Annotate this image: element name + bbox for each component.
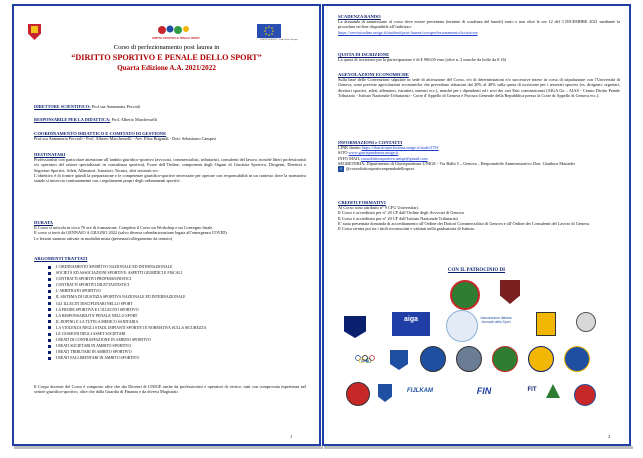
ordine-crest-icon <box>536 312 556 336</box>
list-item: I REATI FALLIMENTARI IN AMBITO SPORTIVO <box>48 355 298 361</box>
durata-heading: DURATA <box>34 220 53 225</box>
list-item: LA VIOLENZA NEGLI STADI, IMPIANTI SPORTIVI E NORMATIVA SULLA SICUREZZA <box>48 325 298 331</box>
quota-section <box>338 52 620 62</box>
crediti-heading: CREDITI FORMATIVI <box>338 200 386 205</box>
durata-text-hours: Il Corso si articola in circa 76 ore di formazione. Completa il Corso un Workshop e un Convegno finale. <box>34 225 214 231</box>
credito-item: Al Corso sono attribuiti n° 9 CFU Universitari. <box>338 205 419 211</box>
bullet-icon <box>48 333 51 336</box>
durata-text-period: Il corso si terrà da GENNAIO A GIUGNO 2022 (salvo diversa calendarizzazione legata all’emergenza COVID) <box>34 230 227 236</box>
bullet-icon <box>48 345 51 348</box>
credito-item: Il Corso rientra poi tra i titoli riconosciuti e valutati nella graduatoria di Istituto. <box>338 226 475 232</box>
list-item: LA RESPONSABILITA’ PENALE NELLO SPORT <box>48 313 298 319</box>
argomenti-heading: ARGOMENTI TRATTATI <box>34 256 88 261</box>
list-item: LE CESSIONI DEGLI ASSET SOCIETARI <box>48 331 298 337</box>
genoa-crest-logo <box>28 24 41 40</box>
list-item: IL SISTEMA DI GIUSTIZIA SPORTIVA NAZIONALE ED INTERNAZIONALE <box>48 294 298 300</box>
facebook-row[interactable] <box>338 166 620 172</box>
info-mail-row: INFO MAIL corsodirittosportivo.unige@gmail.com <box>338 155 428 161</box>
destinatari-text: Professionisti con particolare attenzione all’ambito giuridico-sportivo (avvocati, commercialisti, tributaristi, consulenti del lavoro, nonché liberi professionisti e/o operatori del settore specializzati in consulenza sportiva), Forze dell’Ordine, componenti degli Organi di Giustizia Sportiva, Dirigenti, Direttori e Segretari Sportivi, Atleti, Allenatori, Istruttori, Tecnici, altri tesserati ecc. <box>34 157 306 173</box>
scadenza-text: La domanda di ammissione al corso deve essere presentata (termine di scadenza del bando) entro e non oltre le ore 12 del 3 DICEMBRE 2021 mediante la procedura on-line disponibile all’indirizzo: <box>338 19 620 30</box>
coni-logo-text: CONI <box>360 359 370 363</box>
destinatari-objective-text: L’obiettivo è di fornire quindi la preparazione e le competenze giuridico-sportive necessarie per operare con responsabilità in un contesto dove la normativa statale si intreccia continuamente con i regolamenti propri degli ordinamenti sportivi. <box>34 172 306 184</box>
list-item: SOCIETÀ ED ASSOCIAZIONI SPORTIVE: ASPETTI GIURIDICI E FISCALI <box>48 270 298 276</box>
course-subtitle: Corso di perfezionamento post laurea in <box>113 44 220 51</box>
scadenza-section <box>338 14 620 35</box>
info-mail-link[interactable]: corsodirittosportivo.unige@gmail.com <box>361 155 428 161</box>
responsabile-value: Prof. Alberto Marchesselli <box>110 117 157 122</box>
facebook-icon: f <box>338 166 344 172</box>
fit-logo-text: FIT <box>527 387 537 393</box>
page-shadow <box>324 446 633 449</box>
eu-logo-text: UNIONE EUROPEA · Fondo Sociale Europeo <box>260 39 298 41</box>
bullet-icon <box>48 296 51 299</box>
federation-seal-icon <box>574 384 596 406</box>
coordinamento-section <box>34 131 306 141</box>
federation-seal-icon <box>456 346 482 372</box>
agevolazioni-text: Sulla base delle Convenzioni stipulate in sede di attivazione del Corso, e/o di determinazioni e/o successive intese in corso di stipulazione con l’Università di Genova, sono previste agevolazioni economiche che prevedono riduzioni dal 20% al 40% sulla quota di iscrizione per i tesserati sportivi (es. dirigenti, segretari, direttori sportivi, atleti, allenatori, istruttori, maestri ecc.), nonché per i dipendenti ed i soci dei vari Enti convenzionati (AIGA Ge – AIAS - Centro Diritto Penale Tributario - Istituto Nazionale Tributaristi - Corte d’Appello di Genova e Procura Generale della Repubblica presso la Corte di Appello di Genova ecc.). <box>338 77 620 98</box>
list-item: GLI ILLECITI DISCIPLINARI NELLO SPORT <box>48 301 298 307</box>
bullet-icon <box>48 326 51 329</box>
federation-crest-icon <box>390 350 408 370</box>
diritto-sportivo-logo <box>152 24 200 46</box>
patrocinio-heading: CON IL PATROCINIO DI <box>447 268 506 273</box>
bullet-icon <box>48 314 51 317</box>
responsabile-section <box>34 117 306 122</box>
coni-rings-icon <box>354 350 376 358</box>
course-edition: Quarta Edizione A.A. 2021/2022 <box>117 64 216 72</box>
document-page-1 <box>12 4 321 446</box>
bullet-icon <box>48 357 51 360</box>
course-title: “DIRITTO SPORTIVO E PENALE DELLO SPORT” <box>71 53 262 62</box>
segreteria-text: SEGRETERIA: Dipartimento di Giurisprudenza UNIGE - Via Balbi 5 – Genova – Responsabile Amministrativo Dott. Gianluca Mariadei <box>338 160 575 166</box>
bullet-icon <box>48 339 51 342</box>
list-item: CONTRATTI SPORTIVI DILETTANTISTICI <box>48 282 298 288</box>
list-item: IL DOPING E LA TUTELA MEDICO SANITARIA <box>48 319 298 325</box>
page-number: 2 <box>608 434 611 439</box>
direttore-value: Prof.ssa Annamaria Peccioli <box>90 104 141 109</box>
corpo-docente-section <box>34 384 306 394</box>
durata-section <box>34 220 306 241</box>
agevolazioni-heading: AGEVOLAZIONI ECONOMICHE <box>338 72 409 77</box>
bullet-icon <box>48 266 51 269</box>
diritto-sportivo-logo-text: DIRITTO SPORTIVO E PENALE SPORT <box>152 37 200 40</box>
list-item: CONTRATTI SPORTIVI PROFESSIONISTICI <box>48 276 298 282</box>
fin-logo-text: FIN <box>476 386 492 396</box>
repubblica-italiana-emblem-icon <box>450 280 480 310</box>
bullet-icon <box>48 290 51 293</box>
bullet-icon <box>48 351 51 354</box>
guardia-finanza-crest-icon <box>344 316 366 338</box>
aias-logo-icon <box>446 310 478 342</box>
federation-emblem-icon <box>546 384 560 398</box>
info-section <box>338 140 620 172</box>
list-item: LA FRODE SPORTIVA E L’ILLECITO SPORTIVO <box>48 307 298 313</box>
carabinieri-crest-icon <box>500 280 520 304</box>
list-item: I REATI DI CONTRAFFAZIONE IN AMBITO SPORTIVO <box>48 337 298 343</box>
link-diretto[interactable]: https://sbarticoperfeziona.unige.it/node/2791 <box>361 145 439 151</box>
bullet-icon <box>48 320 51 323</box>
direttore-section <box>34 104 306 109</box>
destinatari-heading: DESTINATARI <box>34 152 66 157</box>
coordinamento-heading: COORDINAMENTO DIDATTICO E COMITATO DI GESTIONE <box>34 131 167 136</box>
credito-item: Il Corso è accreditato per n° 20 CF dall’Ordine degli Avvocati di Genova <box>338 210 464 216</box>
agevolazioni-section <box>338 72 620 98</box>
argomenti-heading-wrap <box>34 256 306 261</box>
argomenti-list <box>48 264 298 362</box>
credito-item: E’ stata presentata domanda di accreditamento all’Ordine dei Dottori Commercialisti di Genova e all’Ordine dei Consulenti del Lavoro di Genova. <box>338 220 591 226</box>
corpo-docente-text: Il Corpo docente del Corso è composto oltre che dai Docenti di UNIGE anche da professionisti e operatori di vertice, tutti con comprovata esperienza nel settore giuridico-sportivo, oltre che dalla Guardia di Finanza e da diversi Magistrati <box>34 384 306 395</box>
document-page-2 <box>322 4 631 446</box>
aias-logo-text: Associazione Italiana Avvocati dello Sport <box>480 316 512 324</box>
crediti-section <box>338 200 620 231</box>
federation-crest-icon <box>378 384 392 402</box>
list-item: I REATI TRIBUTARI IN AMBITO SPORTIVO <box>48 349 298 355</box>
federation-seal-icon <box>528 346 554 372</box>
quota-text: La quota di iscrizione per la partecipazione è di € 900,00 euro (oltre n. 2 marche da bollo da € 16) <box>338 57 507 63</box>
scadenza-heading: SCADENZA BANDO <box>338 14 381 19</box>
credito-item: Il Corso è accreditato per n° 20 CF dall’Istituto Nazionale Tributaristi <box>338 215 458 221</box>
federation-seal-icon <box>564 346 590 372</box>
sito-link[interactable]: www.giurisprudenza.unige.it <box>348 150 399 156</box>
bullet-icon <box>48 308 51 311</box>
seal-logo-icon <box>576 312 596 332</box>
federation-seal-icon <box>346 382 370 406</box>
info-heading: INFORMAZIONI e CONTATTI <box>338 140 403 145</box>
link-diretto-row: LINK diretto https://sbarticoperfeziona.unige.it/node/2791 <box>338 145 439 151</box>
iscrizione-link[interactable]: https://servizionline.unige.it/studenti/post-laurea/corsiperfezionamento/iscrizione <box>338 29 478 35</box>
durata-text-mode: Le lezioni saranno attivate in modalità mista (presenza/collegamento da remoto) <box>34 235 173 241</box>
federation-seal-icon <box>420 346 446 372</box>
bullet-icon <box>48 272 51 275</box>
federation-seal-icon <box>492 346 518 372</box>
list-item: L’ORDINAMENTO SPORTIVO NAZIONALE ED INTERNAZIONALE <box>48 264 298 270</box>
bullet-icon <box>48 278 51 281</box>
quota-heading: QUOTA DI ISCRIZIONE <box>338 52 390 57</box>
list-item: I REATI SOCIETARI IN AMBITO SPORTIVO <box>48 343 298 349</box>
page-shadow <box>14 446 323 449</box>
fijlkam-logo-text: FIJLKAM <box>407 388 433 394</box>
aiga-logo-text: aiga <box>403 316 418 323</box>
responsabile-label: RESPONSABILE PER LA DIDATTICA: <box>34 117 111 122</box>
destinatari-section <box>34 152 306 183</box>
bullet-icon <box>48 302 51 305</box>
bullet-icon <box>48 284 51 287</box>
eu-flag-logo <box>257 24 281 38</box>
list-item: L’ARBITRATO SPORTIVO <box>48 288 298 294</box>
page-number: 1 <box>290 434 293 439</box>
coordinamento-text: Prof.ssa Annamaria Peccioli - Prof. Alberto Marchesselli - Avv. Elisa Brigandì - Dott. Sebastiano Campisi <box>34 136 216 142</box>
direttore-label: DIRETTORE SCIENTIFICO: <box>34 104 91 109</box>
facebook-handle: @corsodirittosportivoepenaledellosport <box>346 166 415 172</box>
sito-row: SITO www.giurisprudenza.unige.it <box>338 150 399 156</box>
